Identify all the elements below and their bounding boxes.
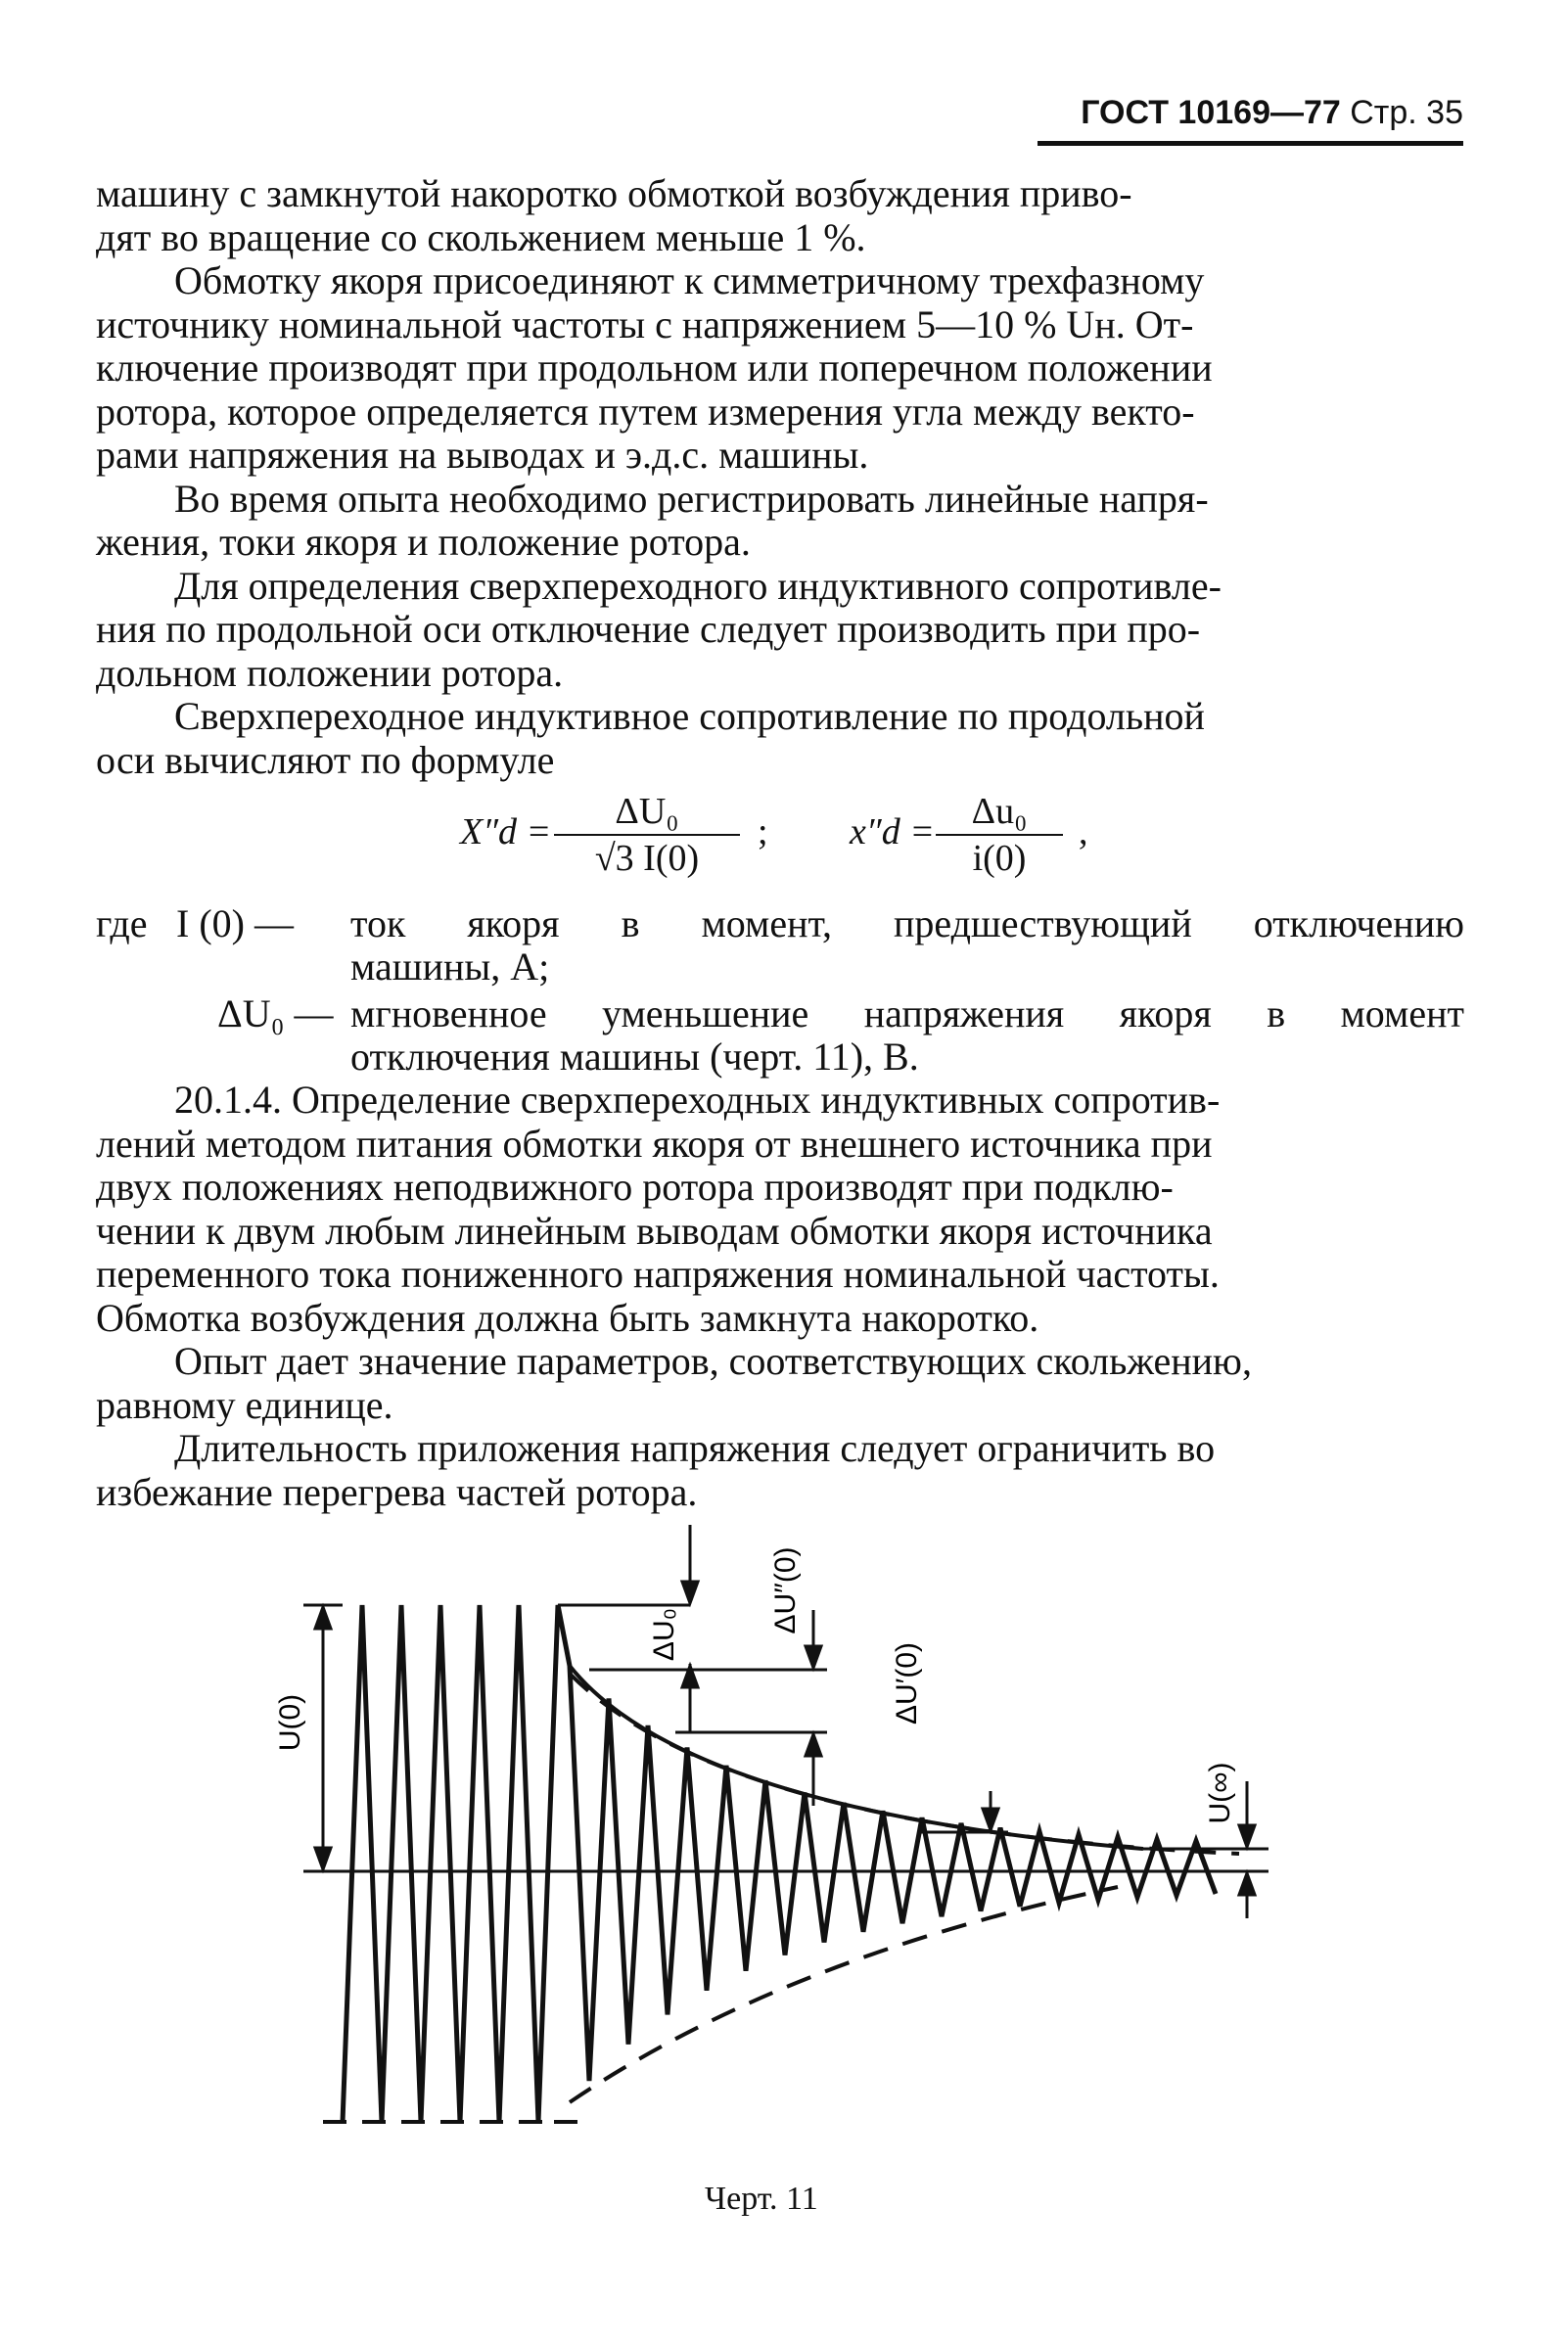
formula-end: , bbox=[1079, 811, 1088, 852]
definition-1-line-2: машины, А; bbox=[350, 944, 550, 989]
paragraph-4 bbox=[96, 565, 1464, 696]
page-number: Стр. 35 bbox=[1350, 94, 1463, 131]
arrow-head bbox=[983, 1809, 998, 1830]
formula-right-symbol: x″d = bbox=[850, 811, 935, 852]
paragraph-5 bbox=[96, 695, 1464, 782]
text-line: лений методом питания обмотки якоря от внешнего источника при bbox=[96, 1121, 1213, 1166]
definition-2-line-1: мгновенное уменьшение напряжения якоря в момент bbox=[350, 991, 1464, 1035]
waveform-path bbox=[343, 1605, 1216, 2122]
page-header bbox=[1038, 84, 1463, 146]
arrow-head bbox=[315, 1848, 331, 1869]
text-line: дят во вращение со скольжением меньше 1 %. bbox=[96, 214, 866, 259]
text-line: избежание перегрева частей ротора. bbox=[96, 1469, 698, 1514]
formula-right-numerator: Δu₀ bbox=[936, 789, 1063, 836]
oscillogram-waveform bbox=[343, 1605, 1216, 2122]
figure-caption: Черт. 11 bbox=[705, 2181, 818, 2217]
definition-2-line-2: отключения машины (черт. 11), В. bbox=[350, 1035, 919, 1079]
standard-code: ГОСТ 10169—77 bbox=[1081, 94, 1341, 131]
where-label: где bbox=[96, 901, 148, 945]
text-line: жения, токи якоря и положение ротора. bbox=[96, 520, 751, 564]
paragraph-3 bbox=[96, 478, 1464, 565]
formula-left-numerator: ΔU₀ bbox=[554, 789, 740, 836]
paragraph-8 bbox=[96, 1427, 1464, 1514]
label-du-prime: ΔU′(0) bbox=[891, 1642, 923, 1725]
paragraph-2 bbox=[96, 259, 1464, 478]
text-line: источнику номинальной частоты с напряжением 5—10 % Uн. От- bbox=[96, 301, 1194, 346]
upper-envelope-solid bbox=[570, 1666, 1143, 1849]
paragraph-7 bbox=[96, 1340, 1464, 1427]
paragraph-1 bbox=[96, 172, 1464, 259]
formula-left-denominator: √3 I(0) bbox=[594, 838, 700, 879]
formula-right-fraction bbox=[936, 789, 1063, 881]
reference-lines bbox=[303, 1605, 1268, 1871]
formula-left-symbol: X″d = bbox=[460, 811, 552, 852]
formula-left-fraction bbox=[554, 789, 740, 881]
envelope-curves bbox=[570, 1666, 1239, 2102]
text-line: чении к двум любым линейным выводам обмотки якоря источника bbox=[96, 1208, 1213, 1253]
text-block-2 bbox=[96, 1079, 1464, 1514]
definition-1-symbol: I (0) — bbox=[176, 901, 294, 945]
arrow-head bbox=[1239, 1873, 1255, 1895]
arrow-head bbox=[682, 1582, 698, 1603]
text-line: Опыт дает значение параметров, соответствующих скольжению, bbox=[174, 1339, 1252, 1383]
arrow-head bbox=[682, 1666, 698, 1687]
text-line: рами напряжения на выводах и э.д.с. машины. bbox=[96, 433, 869, 477]
text-line: равному единице. bbox=[96, 1382, 393, 1427]
lower-envelope-dashed bbox=[570, 1887, 1118, 2102]
dimension-arrows bbox=[315, 1525, 1255, 1918]
text-line: Во время опыта необходимо регистрировать линейные напря- bbox=[174, 476, 1209, 521]
text-line: машину с замкнутой накоротко обмоткой возбуждения приво- bbox=[96, 171, 1132, 215]
paragraph-6 bbox=[96, 1079, 1464, 1340]
label-u0: U(0) bbox=[274, 1693, 306, 1752]
text-line: Обмотку якоря присоединяют к симметричному трехфазному bbox=[174, 258, 1205, 302]
text-line: Для определения сверхпереходного индуктивного сопротивле- bbox=[174, 563, 1222, 608]
definition-1-line-1: ток якоря в момент, предшествующий отключению bbox=[350, 901, 1464, 945]
text-line: ключение производят при продольном или поперечном положении bbox=[96, 345, 1213, 390]
text-line: двух положениях неподвижного ротора производят при подклю- bbox=[96, 1165, 1174, 1209]
label-du-double-prime: ΔU″(0) bbox=[769, 1546, 802, 1634]
arrow-head bbox=[806, 1734, 821, 1756]
text-line: 20.1.4. Определение сверхпереходных индуктивных сопротив- bbox=[174, 1078, 1221, 1122]
text-line: Длительность приложения напряжения следует ограничить во bbox=[174, 1426, 1216, 1470]
label-du0: ΔU₀ bbox=[648, 1607, 680, 1662]
arrow-head bbox=[806, 1646, 821, 1668]
text-line: Сверхпереходное индуктивное сопротивление по продольной bbox=[174, 694, 1205, 738]
text-line: ния по продольной оси отключение следует производить при про- bbox=[96, 607, 1201, 651]
upper-envelope-dashed bbox=[570, 1674, 1239, 1854]
definition-2-symbol: ΔU₀ — bbox=[217, 991, 334, 1035]
arrow-head bbox=[315, 1607, 331, 1629]
formula-right-denominator: i(0) bbox=[972, 838, 1027, 879]
label-u-infinity: U(∞) bbox=[1204, 1762, 1236, 1824]
text-line: переменного тока пониженного напряжения номинальной частоты. bbox=[96, 1252, 1220, 1296]
text-line: Обмотка возбуждения должна быть замкнута накоротко. bbox=[96, 1295, 1039, 1340]
text-line: ротора, которое определяется путем измерения угла между векто- bbox=[96, 389, 1195, 434]
text-line: оси вычисляют по формуле bbox=[96, 737, 555, 782]
text-line: дольном положении ротора. bbox=[96, 650, 564, 695]
text-block-1 bbox=[96, 172, 1464, 782]
arrow-head bbox=[1239, 1825, 1255, 1847]
formula-separator: ; bbox=[758, 811, 768, 852]
